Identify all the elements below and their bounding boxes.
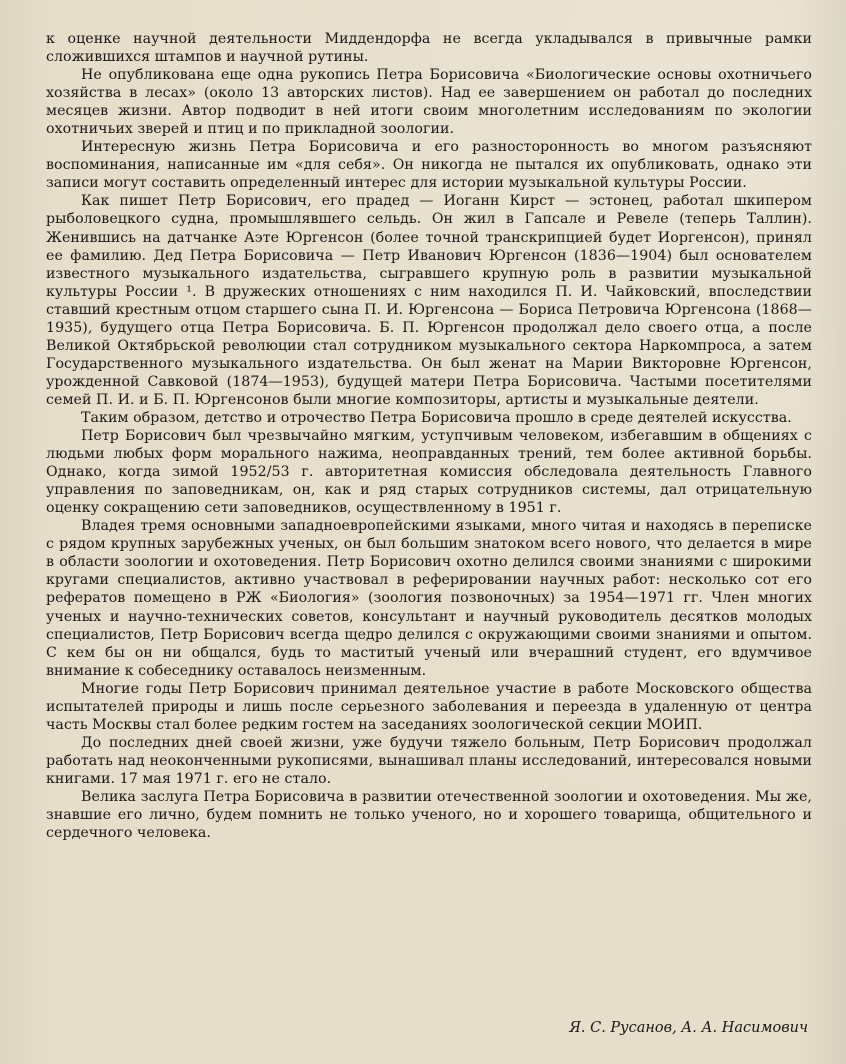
body-text bbox=[46, 30, 812, 842]
author-signature: Я. С. Русанов, А. А. Насимович bbox=[569, 1020, 808, 1036]
paragraph: Многие годы Петр Борисович принимал деятельное участие в работе Московского общества испытателей природы и лишь после серьезного заболевания и переезда в удаленную от центра часть Москвы стал более редким гостем на заседаниях зоологической секции МОИП. bbox=[46, 680, 812, 733]
paragraph: Велика заслуга Петра Борисовича в развитии отечественной зоологии и охотоведения. Мы же, знавшие его лично, будем помнить не только ученого, но и хорошего товарища, общительного и сердечного человека. bbox=[46, 788, 812, 842]
paragraph: Таким образом, детство и отрочество Петра Борисовича прошло в среде деятелей искусства. bbox=[81, 409, 792, 426]
paragraph: Владея тремя основными западноевропейскими языками, много читая и находясь в переписке с рядом крупных зарубежных ученых, он был большим знатоком всего нового, что делается в мире в области зоологии и охотоведения. Петр Борисович охотно делился своими знаниями с широкими кругами специалистов, активно участвовал в реферировании научных работ: несколько сот его рефератов помещено в РЖ «Биология» (зоология позвоночных) за 1954—1971 гг. Член многих ученых и научно-технических советов, консультант и научный руководитель десятков молодых специалистов, Петр Борисович всегда щедро делился с окружающими своими знаниями и опытом. С кем бы он ни общался, будь то маститый ученый или вчерашний студент, его вдумчивое внимание к собеседнику оставалось неизменным. bbox=[46, 518, 812, 679]
paragraph: Петр Борисович был чрезвычайно мягким, уступчивым человеком, избегавшим в общениях с людьми любых форм морального нажима, неоправданных трений, тем более активной борьбы. Однако, когда зимой 1952/53 г. авторитетная комиссия обследовала деятельность Главного управления по заповедникам, он, как и ряд старых сотрудников системы, дал отрицательную оценку сокращению сети заповедников, осуществленному в 1951 г. bbox=[46, 428, 812, 517]
paragraph: Как пишет Петр Борисович, его прадед — Иоганн Кирст — эстонец, работал шкипером рыболовецкого судна, промышлявшего сельдь. Он жил в Гапсале и Ревеле (теперь Таллин). Женившись на датчанке Аэте Юргенсон (более точной транскрипцией будет Иоргенсон), принял ее фамилию. Дед Петра Борисовича — Петр Иванович Юргенсон (1836—1904) был основателем известного музыкального издательства, сыгравшего крупную роль в развитии музыкальной культуры России ¹. В дружеских отношениях с ним находился П. И. Чайковский, впоследствии ставший крестным отцом старшего сына П. И. Юргенсона — Бориса Петровича Юргенсона (1868—1935), будущего отца Петра Борисовича. Б. П. Юргенсон продолжал дело своего отца, а после Великой Октябрьской революции стал сотрудником музыкального сектора Наркомпроса, а затем Государственного музыкального издательства. Он был женат на Марии Викторовне Юргенсон, урожденной Савковой (1874—1953), будущей матери Петра Борисовича. Частыми посетителями семей П. И. и Б. П. Юргенсонов были многие композиторы, артисты и музыкальные деятели. bbox=[46, 193, 812, 408]
paragraph-continuation: к оценке научной деятельности Миддендорфа не всегда укладывался в привычные рамки сложившихся штампов и научной рутины. bbox=[46, 31, 812, 66]
paragraph: Не опубликована еще одна рукопись Петра Борисовича «Биологические основы охотничьего хозяйства в лесах» (около 13 авторских листов). Над ее завершением он работал до последних месяцев жизни. Автор подводит в ней итоги своим многолетним исследованиям по экологии охотничьих зверей и птиц и по прикладной зоологии. bbox=[46, 67, 812, 138]
paragraph: Интересную жизнь Петра Борисовича и его разносторонность во многом разъясняют воспоминания, написанные им «для себя». Он никогда не пытался их опубликовать, однако эти записи могут составить определенный интерес для истории музыкальной культуры России. bbox=[46, 139, 812, 192]
paragraph: До последних дней своей жизни, уже будучи тяжело больным, Петр Борисович продолжал работать над неоконченными рукописями, вынашивал планы исследований, интересовался новыми книгами. 17 мая 1971 г. его не стало. bbox=[46, 734, 812, 787]
